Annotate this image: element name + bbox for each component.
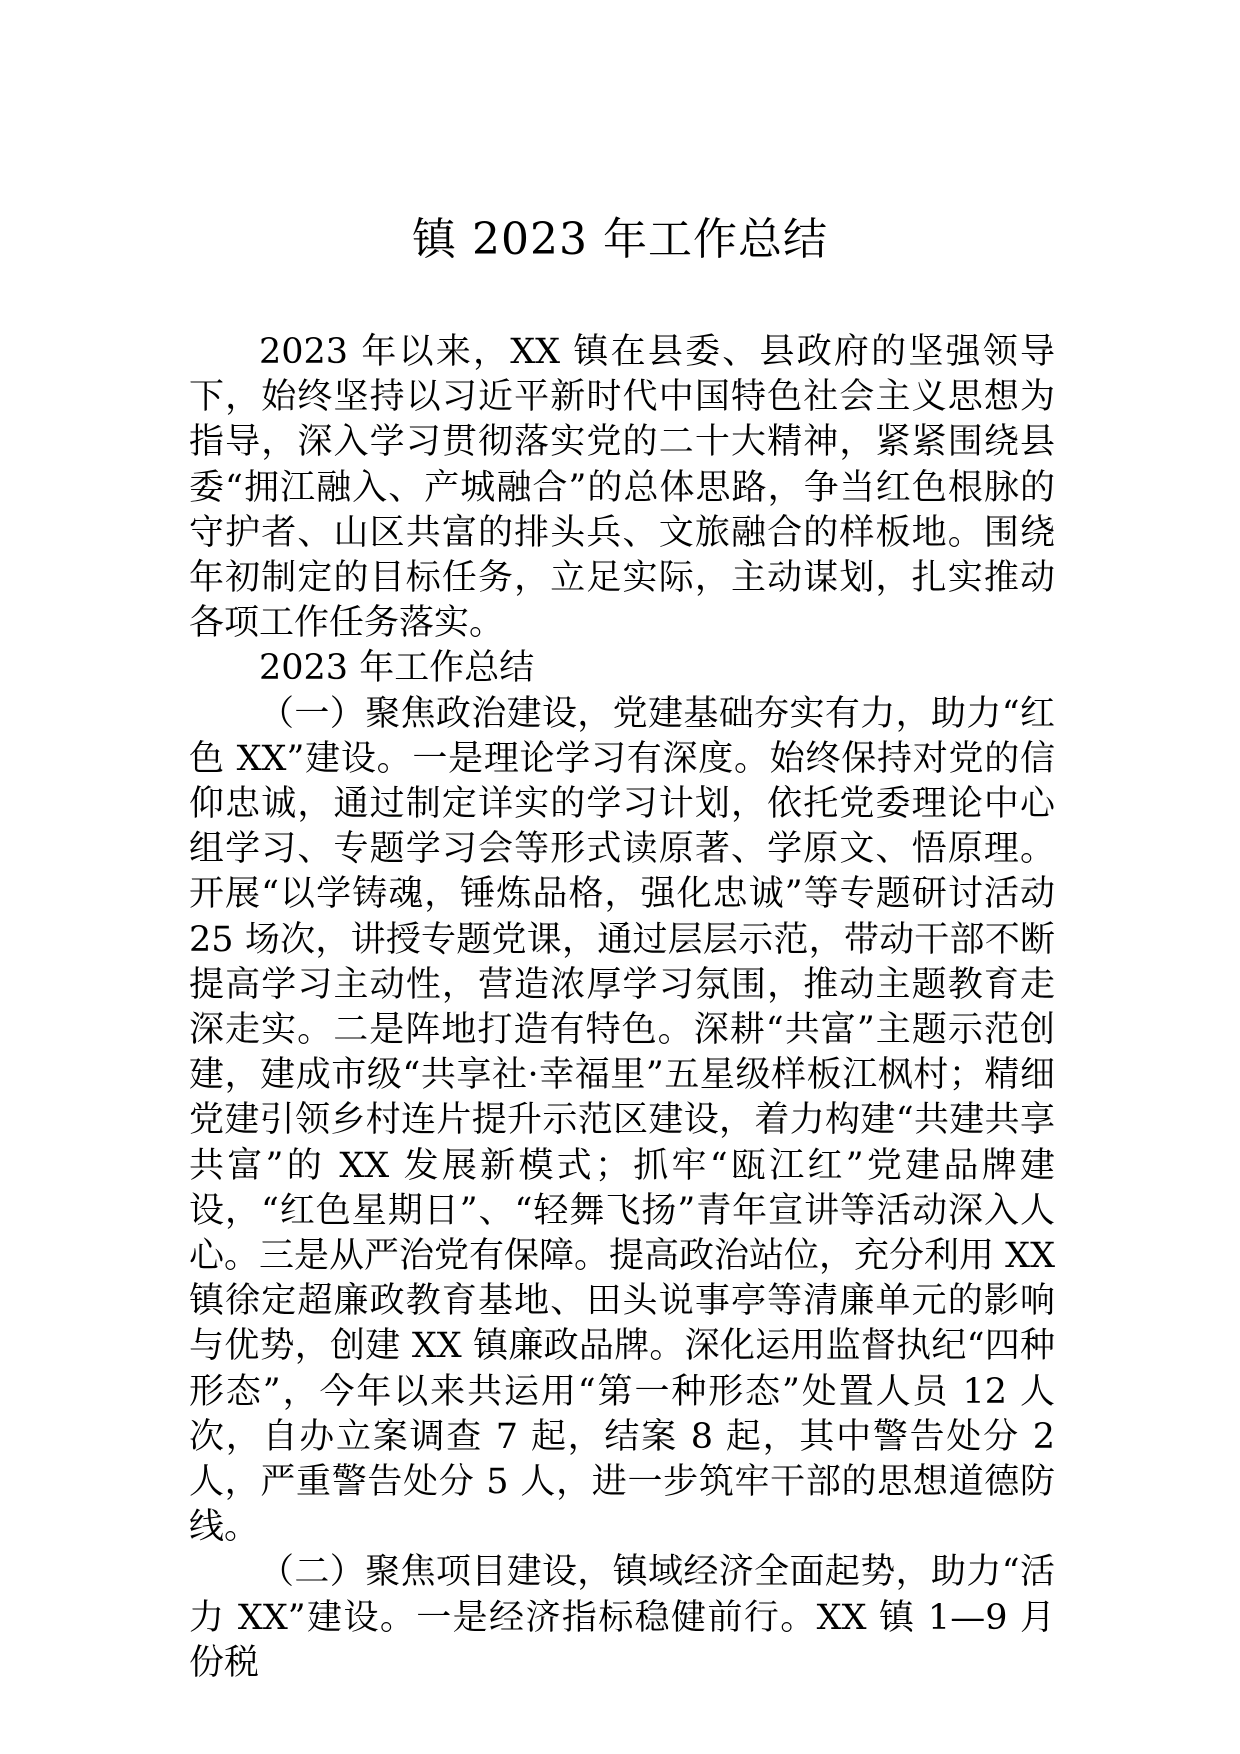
section-heading: 2023 年工作总结 — [259, 648, 535, 689]
section-2-paragraph: （二）聚焦项目建设，镇域经济全面起势，助力“活力 XX”建设。一是经济指标稳健前行。XX 镇 1—9 月份税 — [189, 1552, 1055, 1683]
document-title: 镇 2023 年工作总结 — [412, 214, 828, 265]
section-1-paragraph: （一）聚焦政治建设，党建基础夯实有力，助力“红色 XX”建设。一是理论学习有深度。始终保持对党的信仰忠诚，通过制定详实的学习计划，依托党委理论中心组学习、专题学习会等形式读原著、学原文、悟原理。开展“以学铸魂，锤炼品格，强化忠诚”等专题研讨活动 25 场次，讲授专题党课，通过层层示范，带动干部不断提高学习主动性，营造浓厚学习氛围，推动主题教育走深走实。二是阵地打造有特色。深耕“共富”主题示范创建，建成市级“共享社·幸福里”五星级样板江枫村；精细党建引领乡村连片提升示范区建设，着力构建“共建共享共富”的 XX 发展新模式；抓牢“瓯江红”党建品牌建设，“红色星期日”、“轻舞飞扬”青年宣讲等活动深入人心。三是从严治党有保障。提高政治站位，充分利用 XX 镇徐定超廉政教育基地、田头说事亭等清廉单元的影响与优势，创建 XX 镇廉政品牌。深化运用监督执纪“四种形态”，今年以来共运用“第一种形态”处置人员 12 人次，自办立案调查 7 起，结案 8 起，其中警告处分 2 人，严重警告处分 5 人，进一步筑牢干部的思想道德防线。 — [189, 693, 1055, 1548]
intro-paragraph: 2023 年以来，XX 镇在县委、县政府的坚强领导下，始终坚持以习近平新时代中国特色社会主义思想为指导，深入学习贯彻落实党的二十大精神，紧紧围绕县委“拥江融入、产城融合”的总体思路，争当红色根脉的守护者、山区共富的排头兵、文旅融合的样板地。围绕年初制定的目标任务，立足实际，主动谋划，扎实推动各项工作任务落实。 — [189, 332, 1055, 644]
document-body — [189, 330, 1055, 1686]
